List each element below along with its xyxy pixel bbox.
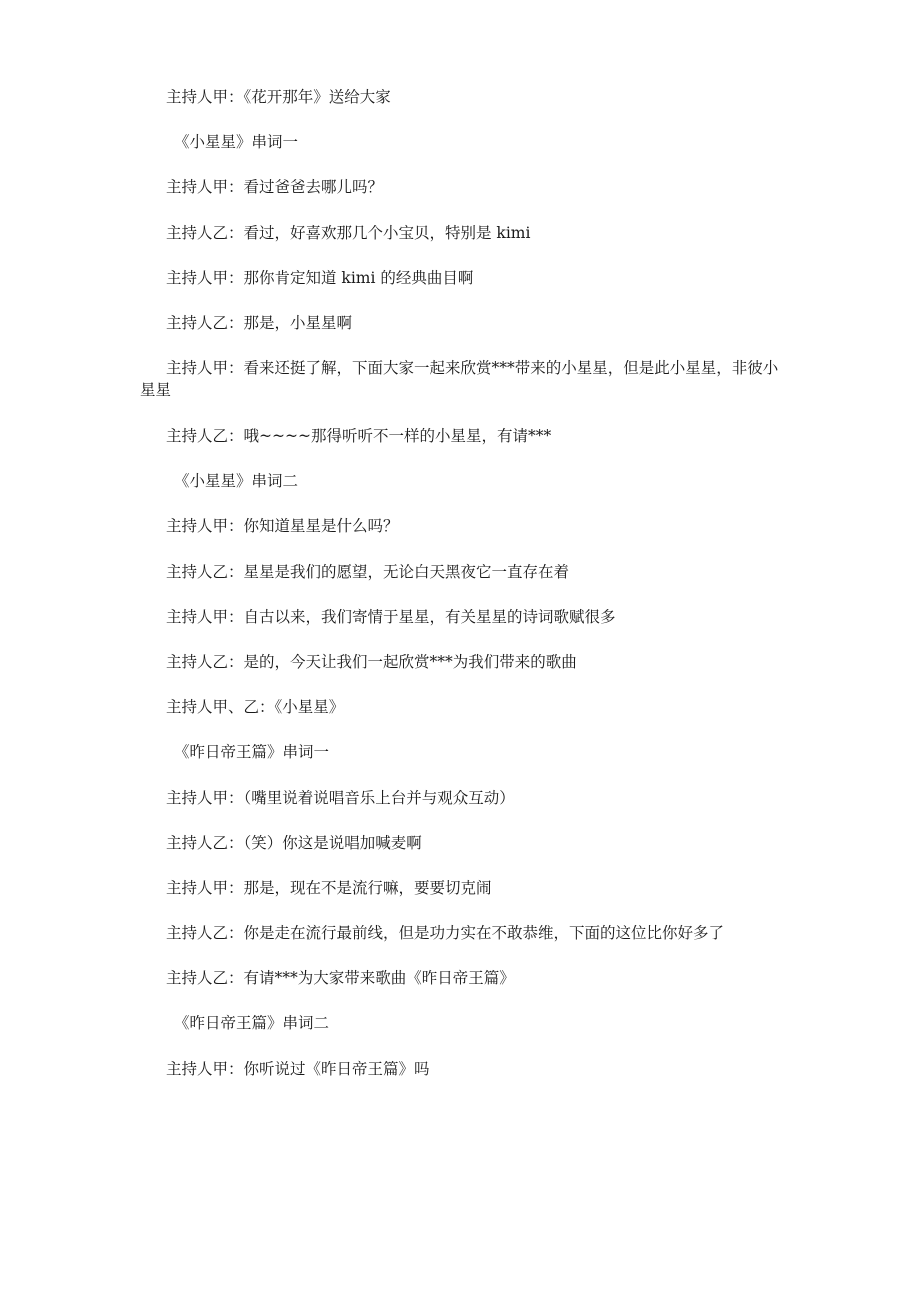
dialogue-line: 主持人甲、乙：《小星星》	[166, 698, 345, 716]
dialogue-line: 主持人乙：星星是我们的愿望，无论白天黑夜它一直存在着	[166, 563, 570, 581]
section-heading: 《昨日帝王篇》串词一	[174, 743, 330, 761]
dialogue-line: 主持人乙：是的，今天让我们一起欣赏***为我们带来的歌曲	[166, 653, 577, 671]
section-heading: 《昨日帝王篇》串词二	[174, 1014, 330, 1032]
dialogue-line: 主持人甲：自古以来，我们寄情于星星，有关星星的诗词歌赋很多	[166, 608, 616, 626]
dialogue-line: 主持人乙：那是，小星星啊	[166, 314, 353, 332]
dialogue-line: 主持人乙：你是走在流行最前线，但是功力实在不敢恭维，下面的这位比你好多了	[166, 924, 725, 942]
dialogue-line: 主持人甲：那你肯定知道 kimi 的经典曲目啊	[166, 269, 474, 287]
dialogue-line: 主持人乙：哦~~~~那得听听不一样的小星星，有请***	[166, 427, 552, 445]
dialogue-line: 主持人甲：《花开那年》送给大家	[166, 88, 391, 106]
dialogue-line: 主持人甲：看过爸爸去哪儿吗？	[166, 178, 384, 196]
section-heading: 《小星星》串词二	[174, 472, 299, 490]
dialogue-line: 主持人乙：看过，好喜欢那几个小宝贝，特别是 kimi	[166, 224, 531, 242]
dialogue-line: 主持人乙：有请***为大家带来歌曲《昨日帝王篇》	[166, 969, 515, 987]
dialogue-line: 主持人甲：（嘴里说着说唱音乐上台并与观众互动）	[166, 789, 515, 807]
section-heading: 《小星星》串词一	[174, 133, 299, 151]
dialogue-line: 主持人甲：那是，现在不是流行嘛，要要切克闹	[166, 879, 492, 897]
dialogue-line: 主持人乙：（笑）你这是说唱加喊麦啊	[166, 834, 422, 852]
dialogue-line: 主持人甲：你听说过《昨日帝王篇》吗	[166, 1060, 430, 1078]
dialogue-line: 主持人甲：你知道星星是什么吗？	[166, 517, 399, 535]
dialogue-line: 主持人甲：看来还挺了解，下面大家一起来欣赏***带来的小星星，但是此小星星，非彼小星星	[140, 359, 779, 399]
